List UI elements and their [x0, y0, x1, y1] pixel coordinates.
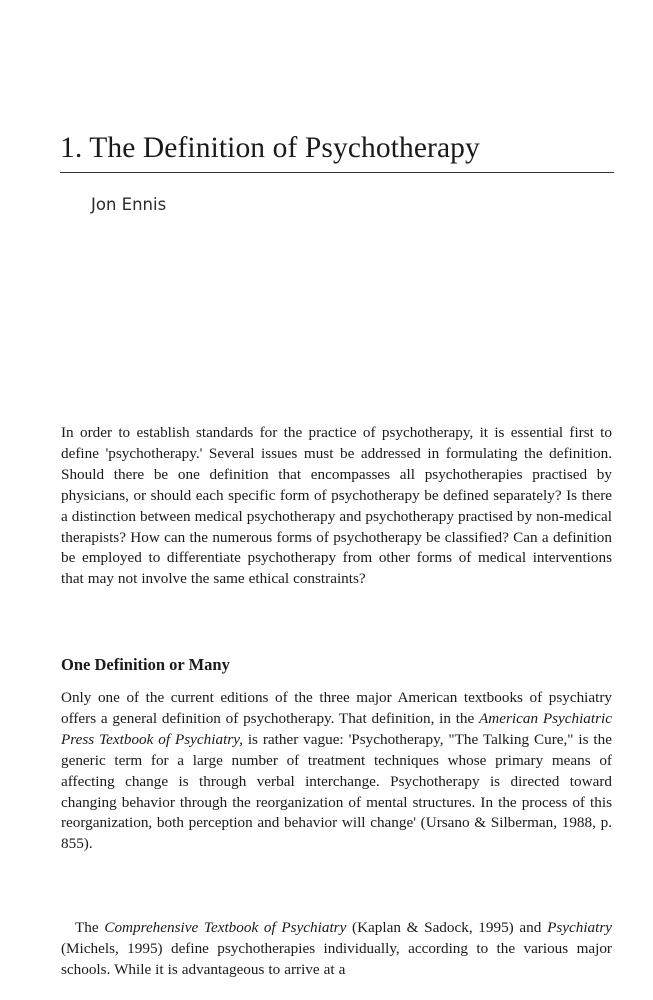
author-name: Jon Ennis [91, 195, 167, 214]
title-rule [60, 172, 614, 173]
p1-text-before: Only one of the current editions of the three major American textbooks of psychiatry offers a general definition of psychotherapy. That definition, in the [61, 689, 612, 727]
p2-text-mid: (Kaplan & Sadock, 1995) and [346, 919, 548, 936]
chapter-title: 1. The Definition of Psychotherapy [60, 132, 480, 164]
p1-book-title: American Psychiatric Press Textbook of Psychiatry, [61, 709, 612, 748]
section-paragraph-1 [61, 688, 612, 855]
section-heading: One Definition or Many [61, 655, 230, 674]
p1-text-after: is rather vague: 'Psychotherapy, "The Talking Cure," is the generic term for a large number of treatment techniques whose primary means of affecting change is through verbal interchange. Psychotherapy is directed toward changing behavior through the reorganization of mental structures. In the process of this reorganization, both perception and behavior will change' (Ursano & Silberman, 1988, p. 855). [61, 730, 612, 853]
section-paragraph-2 [61, 918, 612, 981]
p2-text-after: (Michels, 1995) define psychotherapies individually, according to the various major schools. While it is advantageous to arrive at a [61, 939, 612, 978]
p2-book-title-2: Psychiatry [547, 919, 613, 936]
p2-text-lead: The [75, 919, 105, 936]
chapter-header [60, 130, 614, 173]
intro-paragraph: In order to establish standards for the practice of psychotherapy, it is essential first to define 'psychotherapy.' Several issues must be addressed in formulating the definition. Should there be one definition that encompasses all psychotherapies practised by physicians, or should each specific form of psychotherapy be defined separately? Is there a distinction between medical psychotherapy and psychotherapy practised by non-medical therapists? How can the numerous forms of psychotherapy be classified? Can a definition be employed to differentiate psychotherapy from other forms of medical interventions that may not involve the same ethical constraints? [61, 424, 612, 588]
p2-book-title-1: Comprehensive Textbook of Psychiatry [104, 919, 347, 936]
